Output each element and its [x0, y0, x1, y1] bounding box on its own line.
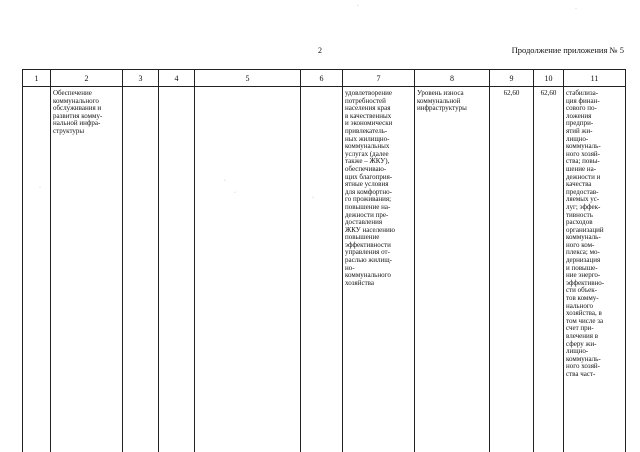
task-name-text: Обеспечение коммунального обслуживания и развития комму- нальной инфра- структуры	[53, 90, 120, 136]
expected-results-text: стабилиза- ция финан- сового по- ложения предпри- ятий жи- лищно- коммуналь- ного хозяй- ства; повы- шение на- дежности и качества предостав- ляемых ус- луг; эффек- тивность расходов организаций коммуналь- ного ком- плекса; мо- дернизация и повыше- ние энерго- эффективно- сти объек- тов комму- нального хозяйства, в том числе за счет при- влечения в сферу жи- лищно- коммуналь- ного хозяй- ства част-	[566, 90, 623, 379]
column-header-10: 10	[534, 70, 564, 87]
cell-col-1	[23, 87, 51, 452]
scan-speck: ·	[234, 190, 236, 196]
column-header-5: 5	[195, 70, 301, 87]
cell-indicator-name	[415, 87, 490, 452]
appendix-continuation-label: Продолжение приложения № 5	[512, 45, 624, 55]
scan-speck: ·	[575, 6, 577, 12]
cell-goal-description	[343, 87, 415, 452]
table-row	[23, 87, 626, 452]
cell-col-5	[195, 87, 301, 452]
column-header-4: 4	[159, 70, 195, 87]
column-header-7: 7	[343, 70, 415, 87]
cell-value-col-10	[534, 87, 564, 452]
scan-speck: ·	[312, 195, 314, 201]
page-number: 2	[0, 46, 640, 55]
cell-task-name	[51, 87, 123, 452]
cell-col-6	[301, 87, 343, 452]
column-header-9: 9	[490, 70, 534, 87]
value-col-9-text: 62,60	[492, 90, 531, 98]
value-col-10-text: 62,60	[536, 90, 561, 98]
indicator-name-text: Уровень износа коммунальной инфраструктуры	[417, 90, 487, 113]
goal-description-text: удовлетворение потребностей населения края в качественных и экономически привлекатель- ных жилищно- коммунальных услугах (далее также – ЖКУ), обеспечиваю- щих благоприя- ятные условия для комфортно- го проживания; повышение на- дежности пре- доставления ЖКУ населению повышение эффективности управления от- раслью жилищ- но- коммунального хозяйства	[345, 90, 412, 287]
column-header-8: 8	[415, 70, 490, 87]
cell-expected-results	[564, 87, 626, 452]
indicators-table	[22, 69, 626, 452]
column-header-1: 1	[23, 70, 51, 87]
column-header-11: 11	[564, 70, 626, 87]
scan-speck: ·	[224, 178, 226, 184]
scan-speck: ·	[357, 3, 359, 9]
column-header-6: 6	[301, 70, 343, 87]
cell-col-3	[123, 87, 159, 452]
cell-value-col-9	[490, 87, 534, 452]
scan-speck: ·	[39, 185, 41, 191]
column-header-3: 3	[123, 70, 159, 87]
cell-col-4	[159, 87, 195, 452]
column-header-2: 2	[51, 70, 123, 87]
column-number-row	[23, 70, 626, 87]
